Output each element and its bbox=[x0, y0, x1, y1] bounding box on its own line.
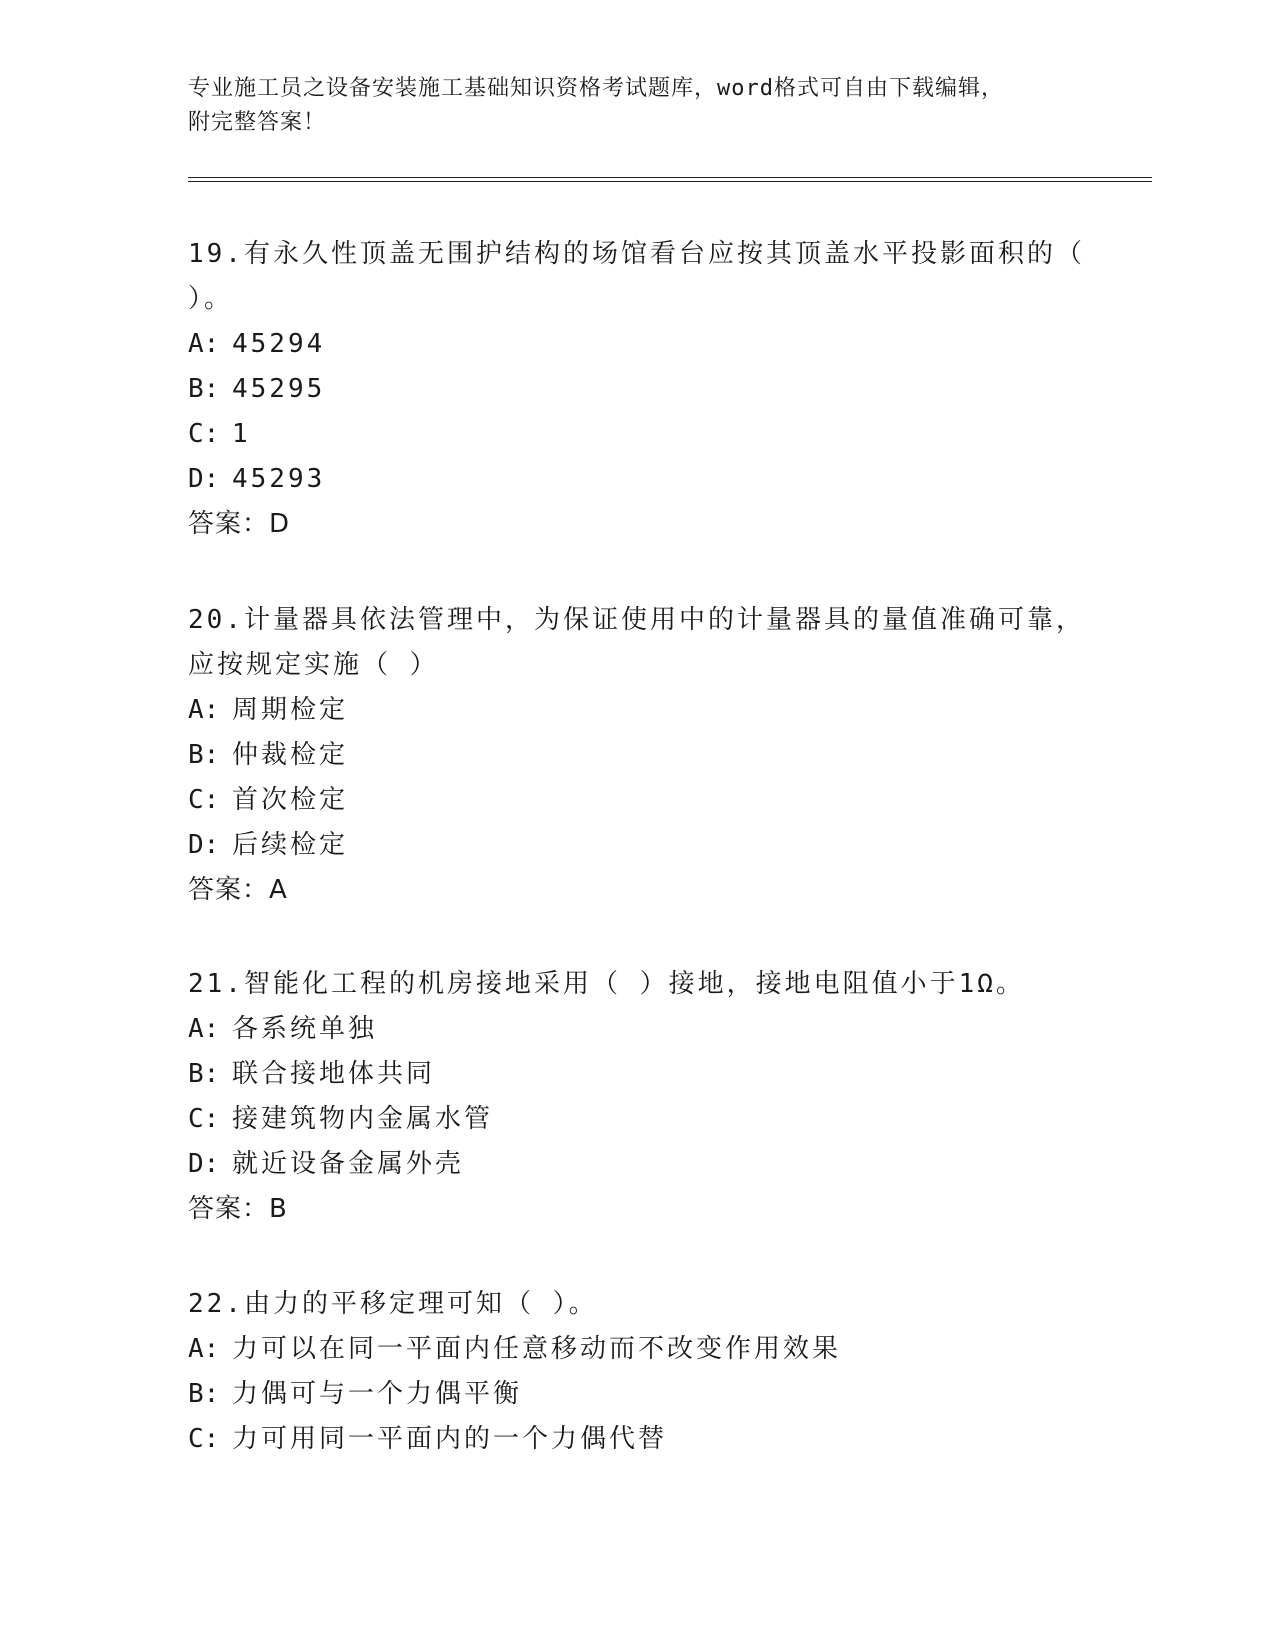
option-a bbox=[188, 1007, 1088, 1052]
option-text: 力可以在同一平面内任意移动而不改变作用效果 bbox=[232, 1334, 842, 1364]
option-a bbox=[188, 322, 1088, 367]
answer-line: 答案：A bbox=[188, 875, 288, 905]
option-b bbox=[188, 1372, 1088, 1417]
option-text: 后续检定 bbox=[232, 830, 349, 860]
option-text: 1 bbox=[232, 419, 251, 449]
question-stem: 21.智能化工程的机房接地采用（ ）接地，接地电阻值小于1Ω。 bbox=[188, 969, 1025, 999]
option-letter: C: bbox=[188, 1424, 220, 1454]
option-b bbox=[188, 367, 1088, 412]
option-text: 就近设备金属外壳 bbox=[232, 1149, 465, 1179]
header-double-rule bbox=[188, 177, 1152, 182]
question-22 bbox=[188, 1282, 1088, 1462]
option-letter: B: bbox=[188, 1379, 220, 1409]
option-c bbox=[188, 1097, 1088, 1142]
option-letter: B: bbox=[188, 374, 220, 404]
option-text: 接建筑物内金属水管 bbox=[232, 1104, 494, 1134]
option-d bbox=[188, 1142, 1088, 1187]
option-letter: A: bbox=[188, 329, 220, 359]
option-text: 联合接地体共同 bbox=[232, 1059, 436, 1089]
option-b bbox=[188, 1052, 1088, 1097]
option-d bbox=[188, 457, 1088, 502]
option-letter: D: bbox=[188, 464, 220, 494]
option-text: 首次检定 bbox=[232, 785, 349, 815]
option-text: 周期检定 bbox=[232, 695, 349, 725]
option-text: 力可用同一平面内的一个力偶代替 bbox=[232, 1424, 668, 1454]
answer-line: 答案：B bbox=[188, 1194, 288, 1224]
option-b bbox=[188, 733, 1088, 778]
question-stem-continued: 应按规定实施（ ） bbox=[188, 650, 439, 680]
option-text: 仲裁检定 bbox=[232, 740, 349, 770]
option-letter: A: bbox=[188, 1014, 220, 1044]
question-stem: 22.由力的平移定理可知（ ）。 bbox=[188, 1289, 598, 1319]
option-letter: D: bbox=[188, 1149, 220, 1179]
option-c bbox=[188, 778, 1088, 823]
option-letter: C: bbox=[188, 419, 220, 449]
option-a bbox=[188, 1327, 1088, 1372]
question-stem: 19.有永久性顶盖无围护结构的场馆看台应按其顶盖水平投影面积的（ bbox=[188, 239, 1085, 269]
option-text: 45295 bbox=[232, 374, 326, 404]
option-text: 45293 bbox=[232, 464, 326, 494]
option-letter: A: bbox=[188, 1334, 220, 1364]
option-letter: D: bbox=[188, 830, 220, 860]
option-letter: C: bbox=[188, 785, 220, 815]
question-20 bbox=[188, 598, 1088, 913]
header-line-2: 附完整答案！ bbox=[188, 110, 327, 135]
option-c bbox=[188, 1417, 1088, 1462]
document-header bbox=[188, 72, 1088, 140]
option-c bbox=[188, 412, 1088, 457]
option-d bbox=[188, 823, 1088, 868]
question-19 bbox=[188, 232, 1088, 547]
option-letter: B: bbox=[188, 1059, 220, 1089]
option-letter: A: bbox=[188, 695, 220, 725]
option-a bbox=[188, 688, 1088, 733]
option-letter: C: bbox=[188, 1104, 220, 1134]
question-stem-continued: ）。 bbox=[188, 284, 234, 314]
header-line-1: 专业施工员之设备安装施工基础知识资格考试题库，word格式可自由下载编辑， bbox=[188, 76, 1004, 101]
question-stem: 20.计量器具依法管理中，为保证使用中的计量器具的量值准确可靠， bbox=[188, 605, 1085, 635]
option-text: 45294 bbox=[232, 329, 326, 359]
question-21 bbox=[188, 962, 1088, 1232]
answer-line: 答案：D bbox=[188, 509, 291, 539]
option-text: 力偶可与一个力偶平衡 bbox=[232, 1379, 523, 1409]
option-text: 各系统单独 bbox=[232, 1014, 378, 1044]
option-letter: B: bbox=[188, 740, 220, 770]
